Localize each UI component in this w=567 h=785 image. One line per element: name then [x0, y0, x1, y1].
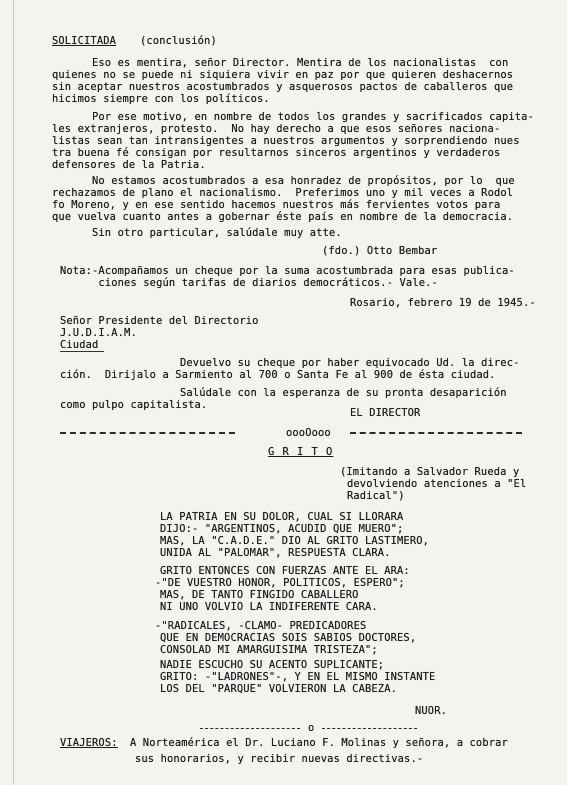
- body-p1-line: sin aceptar nuestros acostumbrados y asquerosos pactos de caballeros que: [52, 81, 514, 93]
- body-signature: (fdo.) Otto Bembar: [322, 245, 438, 257]
- poem-verse: DIJO:- "ARGENTINOS, ACUDID QUE MUERO";: [160, 523, 404, 535]
- poem-dedication-line: Radical"): [347, 490, 405, 502]
- poem-verse: -"DE VUESTRO HONOR, POLITICOS, ESPERO";: [155, 577, 405, 589]
- footer-label: VIAJEROS:: [60, 737, 118, 749]
- divider-mark: oooOooo: [286, 427, 331, 439]
- reply-p1-line: Devuelvo su cheque por haber equivocado Ud. la direc-: [180, 357, 520, 369]
- body-p3-line: No estamos acostumbrados a esa honradez de propósitos, por lo que: [92, 175, 515, 187]
- footer-right-rule: [322, 728, 417, 729]
- body-p3-line: rechazamos de plano el nacionalismo. Preferimos uno y mil veces a Rodol: [52, 187, 514, 199]
- poem-verse: LOS DEL "PARQUE" VOLVIERON LA CABEZA.: [160, 683, 398, 695]
- reply-signer: EL DIRECTOR: [350, 407, 421, 419]
- divider-right-rule: [350, 432, 522, 434]
- poem-dedication-line: devolviendo atenciones a "El: [347, 478, 527, 490]
- page-margin-line: [13, 0, 14, 785]
- body-p1-line: hicimos siempre con los políticos.: [52, 93, 270, 105]
- body-closing: Sin otro particular, salúdale muy atte.: [92, 227, 342, 239]
- reply-p2-line: como pulpo capitalista.: [60, 399, 208, 411]
- body-p2-line: listas sean tan intransigentes a nuestros argumentos y sorprendiendo nues: [52, 135, 520, 147]
- reply-addressee-line: J.U.D.I.A.M.: [60, 327, 137, 339]
- body-p1-line: quienes no se puede ni siquiera vivir en paz por que quieren deshacernos: [52, 69, 514, 81]
- poem-verse: LA PATRIA EN SU DOLOR, CUAL SI LLORARA: [160, 511, 404, 523]
- poem-verse: QUE EN DEMOCRACIAS SOIS SABIOS DOCTORES,: [160, 632, 417, 644]
- body-p1-line: Eso es mentira, señor Director. Mentira de los nacionalistas con: [92, 57, 509, 69]
- poem-verse: MAS, LA "C.A.D.E." DIO AL GRITO LASTIMERO,: [160, 535, 430, 547]
- poem-verse: GRITO ENTONCES CON FUERZAS ANTE EL ARA:: [160, 565, 410, 577]
- body-p3-line: que vuelva cuanto antes a gobernar éste país en nombre de la democracia.: [52, 211, 514, 223]
- poem-verse: NADIE ESCUCHO SU ACENTO SUPLICANTE;: [160, 659, 385, 671]
- poem-title: G R I T O: [268, 446, 334, 458]
- poem-verse: CONSOLAD MI AMARGUISIMA TRISTEZA";: [160, 644, 378, 656]
- body-p2-line: Por ese motivo, en nombre de todos los grandes y sacrificados capita-: [92, 111, 534, 123]
- reply-addressee-line: Ciudad: [60, 339, 99, 351]
- poem-verse: NI UNO VOLVIO LA INDIFERENTE CARA.: [160, 601, 378, 613]
- footer-line: sus honorarios, y recibir nuevas directivas.-: [135, 753, 424, 765]
- reply-p2-line: Salúdale con la esperanza de su pronta desaparición: [180, 387, 507, 399]
- footer-mark: o: [308, 722, 315, 734]
- poem-verse: GRITO: -"LADRONES"-, Y EN EL MISMO INSTANTE: [160, 671, 436, 683]
- poem-verse: MAS, DE TANTO FINGIDO CABALLERO: [160, 589, 359, 601]
- footer-left-rule: [200, 728, 300, 729]
- reply-addressee-line: Señor Presidente del Directorio: [60, 315, 259, 327]
- body-nota-line: Nota:-Acompañamos un cheque por la suma acostumbrada para esas publica-: [60, 265, 515, 277]
- heading-note: (conclusión): [140, 35, 217, 47]
- heading-title: SOLICITADA: [52, 35, 117, 47]
- poem-verse: -"RADICALES, -CLAMO- PREDICADORES: [155, 620, 367, 632]
- poem-dedication-line: (Imitando a Salvador Rueda y: [340, 466, 520, 478]
- body-p2-line: tra buena fé consigan por resultarnos sinceros argentinos y verdaderos: [52, 147, 501, 159]
- poem-author: NUOR.: [415, 705, 448, 717]
- divider-left-rule: [60, 432, 235, 434]
- body-p3-line: fo Moreno, y en ese sentido hacemos nuestros más fervientes votos para: [52, 199, 501, 211]
- body-p2-line: defensores de la Patria.: [52, 159, 206, 171]
- body-p2-line: les extranjeros, protesto. No hay derecho a que esos señores naciona-: [52, 123, 501, 135]
- reply-p1-line: ción. Dirijalo a Sarmiento al 700 o Santa Fe al 900 de ésta ciudad.: [60, 369, 496, 381]
- ciudad-underline: [60, 351, 104, 352]
- poem-verse: UNIDA AL "PALOMAR", RESPUESTA CLARA.: [160, 547, 391, 559]
- body-nota-line: ciones según tarifas de diarios democráticos.- Vale.-: [60, 277, 438, 289]
- reply-date: Rosario, febrero 19 de 1945.-: [350, 297, 536, 309]
- footer-line: A Norteamérica el Dr. Luciano F. Molinas y señora, a cobrar: [130, 737, 508, 749]
